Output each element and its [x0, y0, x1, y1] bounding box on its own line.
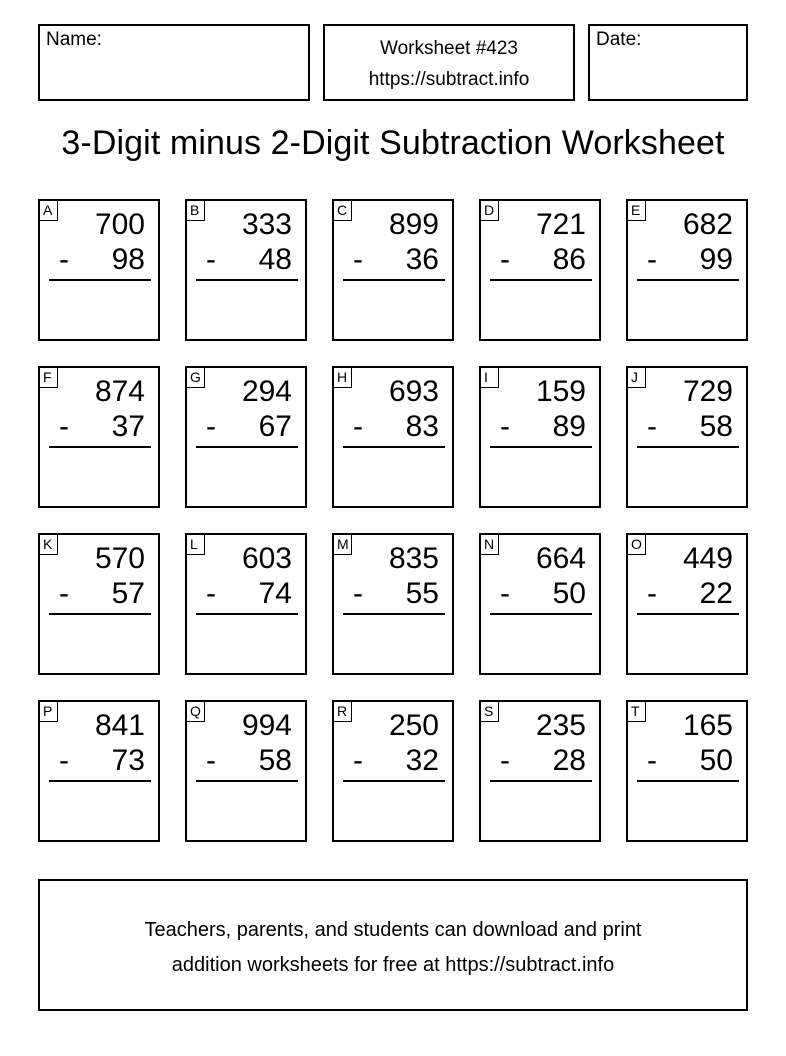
problem-l[interactable]: [185, 533, 307, 675]
minuend: 835: [388, 542, 439, 575]
minus-sign: -: [59, 744, 69, 777]
problem-label: F: [39, 367, 58, 388]
answer-line: [343, 446, 445, 448]
problem-label: A: [39, 200, 58, 221]
problem-e[interactable]: [626, 199, 748, 341]
answer-line: [637, 279, 739, 281]
subtrahend: 57: [111, 577, 145, 610]
subtrahend: 98: [111, 243, 145, 276]
minus-sign: -: [59, 577, 69, 610]
problem-o[interactable]: [626, 533, 748, 675]
problem-label: N: [480, 534, 499, 555]
subtrahend: 74: [258, 577, 292, 610]
subtrahend: 50: [699, 744, 733, 777]
minuend: 603: [241, 542, 292, 575]
minus-sign: -: [647, 243, 657, 276]
problem-m[interactable]: [332, 533, 454, 675]
problem-label: E: [627, 200, 646, 221]
minus-sign: -: [206, 243, 216, 276]
minus-sign: -: [353, 577, 363, 610]
minus-sign: -: [500, 243, 510, 276]
footer-line-2: addition worksheets for free at https://subtract.info: [171, 954, 615, 976]
problem-label: M: [333, 534, 352, 555]
problem-r[interactable]: [332, 700, 454, 842]
answer-line: [49, 780, 151, 782]
problem-grid: [38, 199, 748, 844]
answer-line: [49, 279, 151, 281]
subtrahend: 58: [699, 410, 733, 443]
minus-sign: -: [500, 744, 510, 777]
minus-sign: -: [353, 744, 363, 777]
answer-line: [490, 780, 592, 782]
problem-g[interactable]: [185, 366, 307, 508]
subtrahend: 55: [405, 577, 439, 610]
problem-d[interactable]: [479, 199, 601, 341]
minus-sign: -: [59, 243, 69, 276]
worksheet-number: Worksheet #423: [379, 38, 518, 59]
minuend: 333: [241, 208, 292, 241]
minuend: 729: [682, 375, 733, 408]
answer-line: [637, 613, 739, 615]
answer-line: [196, 446, 298, 448]
problem-label: R: [333, 701, 352, 722]
problem-label: L: [186, 534, 205, 555]
subtrahend: 67: [258, 410, 292, 443]
subtrahend: 36: [405, 243, 439, 276]
answer-line: [637, 446, 739, 448]
answer-line: [49, 613, 151, 615]
problem-t[interactable]: [626, 700, 748, 842]
subtrahend: 22: [699, 577, 733, 610]
minuend: 250: [388, 709, 439, 742]
minuend: 570: [94, 542, 145, 575]
minuend: 165: [682, 709, 733, 742]
answer-line: [637, 780, 739, 782]
minus-sign: -: [353, 243, 363, 276]
minuend: 235: [535, 709, 586, 742]
problem-i[interactable]: [479, 366, 601, 508]
worksheet-info-box: [323, 24, 575, 101]
answer-line: [343, 613, 445, 615]
subtrahend: 48: [258, 243, 292, 276]
minus-sign: -: [206, 410, 216, 443]
minuend: 994: [241, 709, 292, 742]
minuend: 899: [388, 208, 439, 241]
problem-label: B: [186, 200, 205, 221]
footer-box: [38, 879, 748, 1011]
minus-sign: -: [500, 577, 510, 610]
subtrahend: 58: [258, 744, 292, 777]
page-title: 3-Digit minus 2-Digit Subtraction Worksheet: [61, 124, 725, 162]
problem-h[interactable]: [332, 366, 454, 508]
problem-c[interactable]: [332, 199, 454, 341]
subtrahend: 99: [699, 243, 733, 276]
problem-label: S: [480, 701, 499, 722]
minus-sign: -: [500, 410, 510, 443]
problem-label: I: [480, 367, 499, 388]
problem-label: C: [333, 200, 352, 221]
answer-line: [196, 780, 298, 782]
minuend: 874: [94, 375, 145, 408]
minus-sign: -: [206, 744, 216, 777]
minuend: 721: [535, 208, 586, 241]
problem-label: P: [39, 701, 58, 722]
minuend: 664: [535, 542, 586, 575]
worksheet-url[interactable]: https://subtract.info: [368, 69, 530, 90]
answer-line: [196, 613, 298, 615]
minuend: 700: [94, 208, 145, 241]
name-box[interactable]: [38, 24, 310, 101]
answer-line: [490, 279, 592, 281]
problem-j[interactable]: [626, 366, 748, 508]
answer-line: [490, 446, 592, 448]
minuend: 294: [241, 375, 292, 408]
problem-n[interactable]: [479, 533, 601, 675]
date-box[interactable]: [588, 24, 748, 101]
problem-s[interactable]: [479, 700, 601, 842]
minus-sign: -: [353, 410, 363, 443]
problem-label: Q: [186, 701, 205, 722]
minuend: 693: [388, 375, 439, 408]
subtrahend: 28: [552, 744, 586, 777]
subtrahend: 83: [405, 410, 439, 443]
subtrahend: 89: [552, 410, 586, 443]
problem-k[interactable]: [38, 533, 160, 675]
minuend: 159: [535, 375, 586, 408]
problem-label: J: [627, 367, 646, 388]
answer-line: [343, 279, 445, 281]
date-label: Date:: [596, 29, 642, 50]
subtrahend: 32: [405, 744, 439, 777]
subtrahend: 50: [552, 577, 586, 610]
minus-sign: -: [206, 577, 216, 610]
answer-line: [196, 279, 298, 281]
name-label: Name:: [46, 29, 102, 50]
footer-text: [40, 913, 746, 983]
answer-line: [343, 780, 445, 782]
problem-label: D: [480, 200, 499, 221]
problem-p[interactable]: [38, 700, 160, 842]
minus-sign: -: [647, 410, 657, 443]
answer-line: [49, 446, 151, 448]
minus-sign: -: [647, 577, 657, 610]
problem-label: T: [627, 701, 646, 722]
minuend: 682: [682, 208, 733, 241]
subtrahend: 86: [552, 243, 586, 276]
problem-f[interactable]: [38, 366, 160, 508]
answer-line: [490, 613, 592, 615]
minus-sign: -: [647, 744, 657, 777]
problem-label: G: [186, 367, 205, 388]
footer-line-1: Teachers, parents, and students can download and print: [144, 919, 642, 941]
subtrahend: 37: [111, 410, 145, 443]
problem-label: K: [39, 534, 58, 555]
problem-label: O: [627, 534, 646, 555]
problem-label: H: [333, 367, 352, 388]
minuend: 449: [682, 542, 733, 575]
problem-a[interactable]: [38, 199, 160, 341]
problem-b[interactable]: [185, 199, 307, 341]
problem-q[interactable]: [185, 700, 307, 842]
minuend: 841: [94, 709, 145, 742]
minus-sign: -: [59, 410, 69, 443]
subtrahend: 73: [111, 744, 145, 777]
